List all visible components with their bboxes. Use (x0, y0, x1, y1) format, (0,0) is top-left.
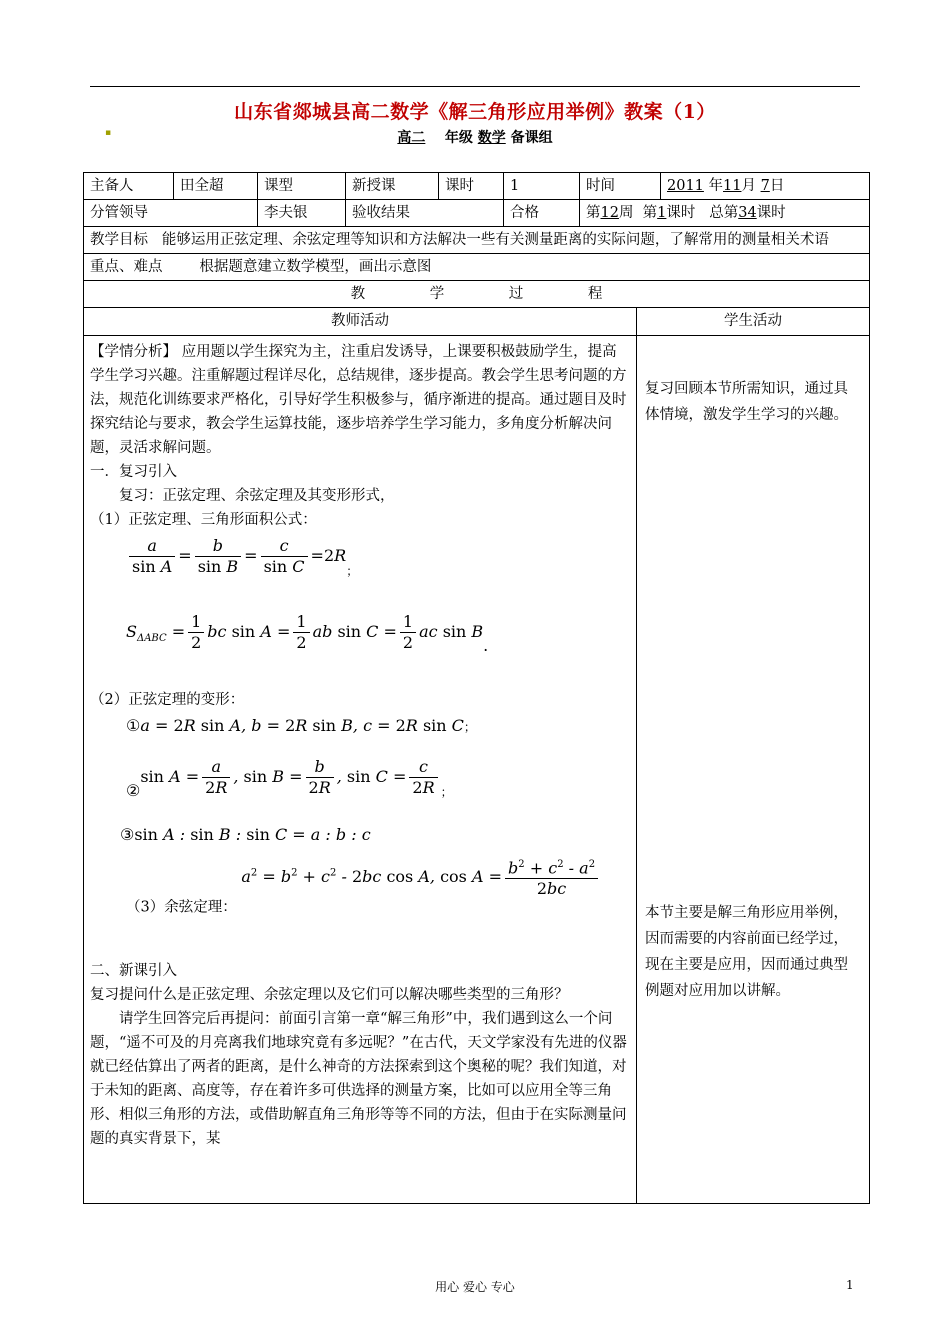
table-row (84, 254, 870, 281)
section-heading: 一．复习引入 (90, 464, 177, 480)
lesson-plan-table (83, 172, 870, 1204)
type-label: 课型 (258, 173, 346, 200)
group: 备课组 (510, 130, 553, 146)
sine-variant-3: ③sin A : sin B : sin C = a : b : c (120, 825, 371, 844)
table-row (84, 308, 870, 336)
cosine-law: （3）余弦定理： $a^2 = b^2 + c^2 - 2bc$ cos A, cos A = $\frac{b^2 + c^2 - a^2}{2bc}$ (126, 867, 630, 919)
student-activity: 复习回顾本节所需知识，通过具体情境，激发学生学习的兴趣。 本节主要是解三角形应用举例，因而需要的内容前面已经学过，现在主要是应用，因而通过典型例题对应用加以讲解。 (637, 336, 870, 1204)
student-column-header: 学生活动 (637, 308, 870, 336)
footer: 用心 爱心 专心 (435, 1280, 515, 1294)
sine-law-formula: $\frac{a}{\text{sin A}}$ = $\frac{b}{\text{sin B}}$ = $\frac{c}{\text{sin C}}$ $=2R_;$ (126, 536, 630, 586)
week-period: 第12周 第1课时 总第34课时 (580, 200, 870, 227)
check-label: 验收结果 (346, 200, 504, 227)
sine-variant-2: ②sin A = $\frac{a}{2R}$ , sin B = $\frac{b}{2R}$ , sin C = $\frac{c}{2R}$ $_;$ (126, 757, 453, 800)
preparer: 田全超 (174, 173, 258, 200)
time-label: 时间 (580, 173, 661, 200)
leader: 李夫银 (258, 200, 346, 227)
table-row (84, 200, 870, 227)
page-number: 1 (846, 1278, 854, 1292)
table-row (84, 336, 870, 1204)
date: 2011 年11月 7日 (661, 173, 870, 200)
subtitle (90, 127, 860, 147)
preparer-label: 主备人 (84, 173, 174, 200)
process-heading: 教 学 过 程 (84, 281, 870, 308)
hours: 1 (504, 173, 580, 200)
leader-label: 分管领导 (84, 200, 258, 227)
check: 合格 (504, 200, 580, 227)
header-rule (90, 86, 860, 87)
table-row (84, 173, 870, 200)
sine-variant-1: ①a = 2R sin A, b = 2R sin B, c = 2R sin C； (126, 716, 476, 735)
hours-label: 课时 (439, 173, 504, 200)
decorative-dot: ▪ (105, 128, 112, 138)
subject: 数学 (477, 130, 506, 146)
grade: 高二 (397, 130, 426, 146)
key-points: 重点、难点 根据题意建立数学模型，画出示意图 (84, 254, 870, 281)
teacher-activity: 【学情分析】 应用题以学生探究为主，注重启发诱导，上课要积极鼓励学生，提高学生学习兴趣。注重解题过程详尽化，总结规律，逐步提高。教会学生思考问题的方法，规范化训练要求严格化，引导好学生积极参与，循序渐进的提高。通过题目及时探究结论与要求，教会学生运算技能，逐步培养学生学习能力，多角度分析解决问题，灵活求解问题。 一．复习引入 复习：正弦定理、余弦定理及其变形形式， （1）正弦定理、三角形面积公式： $\frac{a}{\text{sin A}}$ = $\frac{b}{\text{sin B}}$ = $\frac{c}{\text{sin C}}$ $=2R_;$ $S_{\Delta ABC}$ = $\frac{1}{2}$ bc sin A = $\frac{1}{2}$ ab sin C = $\frac{1}{2}$ ac sin B. （2）正弦定理的变形： ①a = 2R sin A, b = 2R sin B, c = 2R sin C； ②sin A = $\frac{a}{2R}$ , sin B = $\frac{b}{2R}$ , sin C = $\frac{c}{2R}$ $_;$ ③sin A : sin B : sin C = a : b : c （3）余弦定理： $a^2 = b^2 + c^2 - 2bc$ cos A, cos A = $\frac{b^2 + c^2 - a^2}{2bc}$ 二、新课引入 复习提问什么是正弦定理、余弦定理以及它们可以解决哪些类型的三角形？ 请学生回答完后再提问：前面引言第一章“解三角形”中，我们遇到这么一个问题，“遥不可及的月亮离我们地球究竟有多远呢？”在古代，天文学家没有先进的仪器就已经估算出了两者的距离，是什么神奇的方法探索到这个奥秘的呢？我们知道，对于未知的距离、高度等，存在着许多可供选择的测量方案，比如可以应用全等三角形、相似三角形的方法，或借助解直角三角形等等不同的方法，但由于在实际测量问题的真实背景下，某 (84, 336, 637, 1204)
objective: 教学目标 能够运用正弦定理、余弦定理等知识和方法解决一些有关测量距离的实际问题，了解常用的测量相关术语 (84, 227, 870, 254)
area-formula: $S_{\Delta ABC}$ = $\frac{1}{2}$ bc sin A = $\frac{1}{2}$ ab sin C = $\frac{1}{2}$ ac sin B. (126, 612, 489, 655)
teacher-column-header: 教师活动 (84, 308, 637, 336)
table-row (84, 281, 870, 308)
document-title: 山东省郯城县高二数学《解三角形应用举例》教案（1） (234, 101, 716, 123)
type: 新授课 (346, 173, 439, 200)
table-row (84, 227, 870, 254)
section-heading: 二、新课引入 (90, 963, 177, 979)
grade-suffix: 年级 (444, 130, 473, 146)
